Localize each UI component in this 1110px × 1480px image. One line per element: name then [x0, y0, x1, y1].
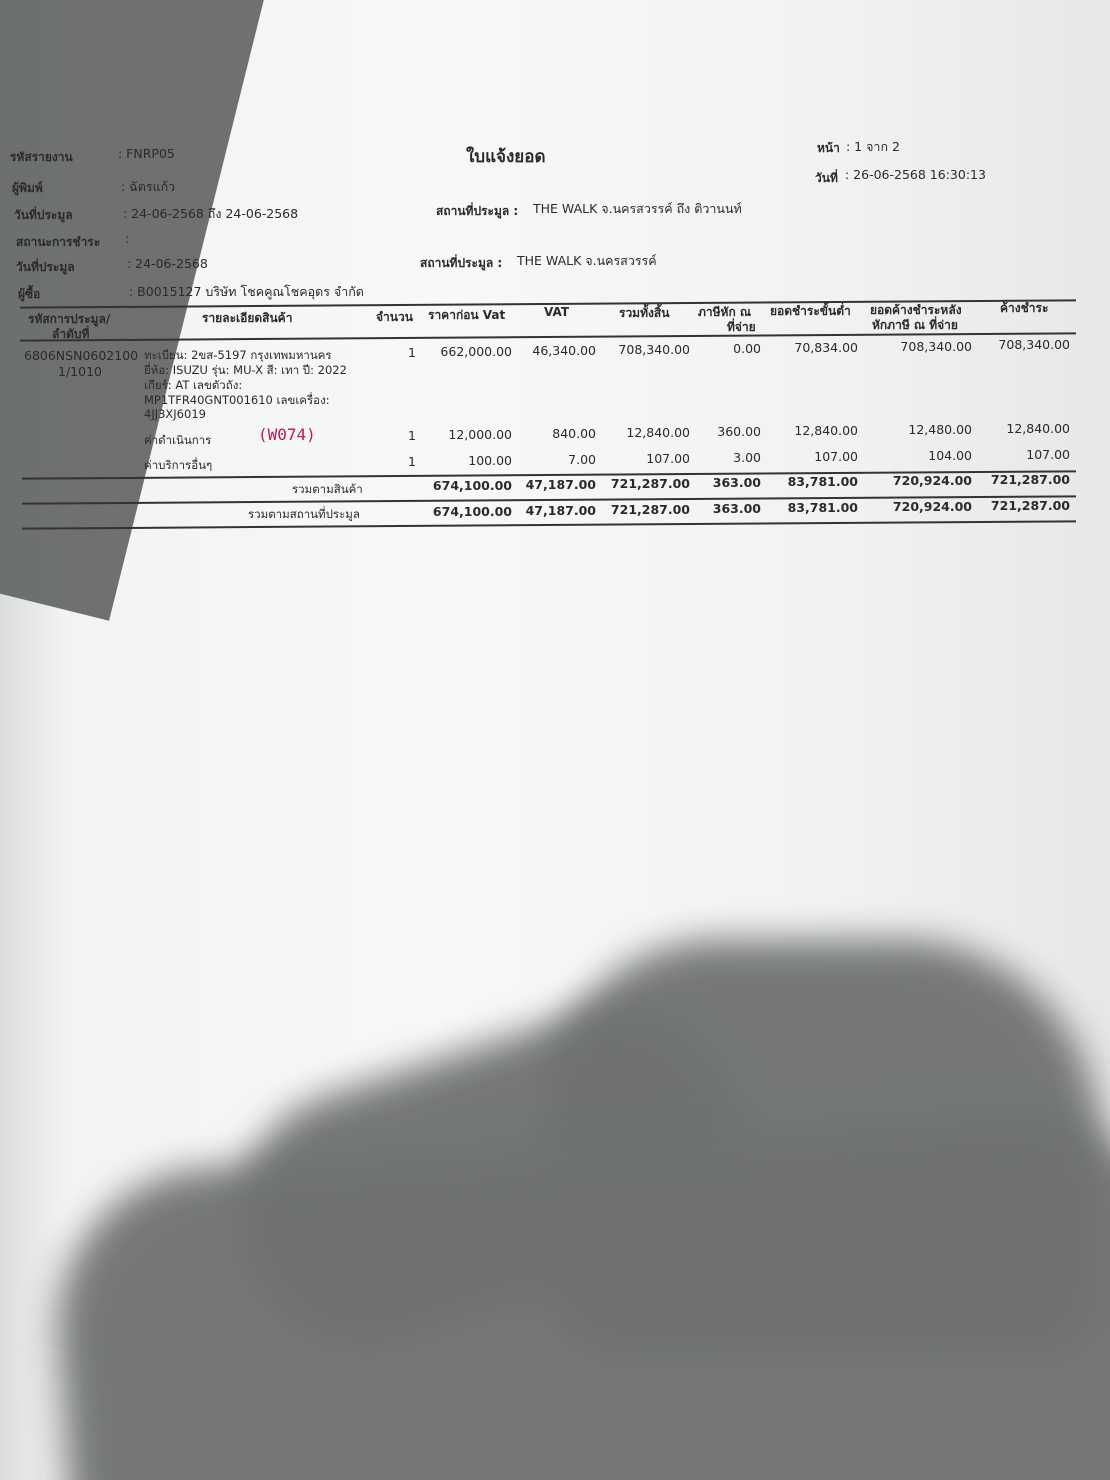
col-code-header: รหัสการประมูล/ [28, 312, 111, 326]
row-remain: 708,340.00 [900, 339, 972, 354]
col-detail-header: รายละเอียดสินค้า [202, 311, 293, 325]
location-value: THE WALK จ.นครสวรรค์ ถึง ติวานนท์ [533, 201, 742, 216]
row-qty: 1 [408, 345, 416, 360]
report-code-label: รหัสรายงาน [10, 150, 73, 164]
row-price: 100.00 [468, 453, 512, 468]
row-outstanding: 12,840.00 [1006, 421, 1070, 436]
date-value: : 26-06-2568 16:30:13 [845, 167, 986, 182]
row-qty: 1 [408, 454, 416, 469]
grand-total-label: รวมตามสถานที่ประมูล [248, 507, 360, 521]
col-remain-header: ยอดค้างชำระหลัง [870, 303, 962, 317]
row-vat: 46,340.00 [532, 343, 596, 358]
item-detail-line: เกียร์: AT เลขตัวถัง: [144, 378, 243, 392]
lot-code: 6806NSN0602100 [24, 348, 139, 363]
row-total: 107.00 [646, 451, 690, 466]
col-total-header: รวมทั้งสิ้น [619, 306, 670, 320]
grand-total-outstanding: 721,287.00 [990, 498, 1070, 513]
auction-date2-value: : 24-06-2568 [127, 256, 208, 271]
row-min-pay: 107.00 [814, 449, 858, 464]
row-remain: 104.00 [928, 448, 972, 463]
row-total: 12,840.00 [626, 425, 690, 440]
col-wht-header-2: ที่จ่าย [727, 320, 756, 334]
subtotal-price: 674,100.00 [432, 478, 512, 493]
row-price: 12,000.00 [448, 427, 512, 442]
item-detail-line: ยี่ห้อ: ISUZU รุ่น: MU-X สี: เทา ปี: 2022 [144, 363, 347, 377]
col-code-header-2: ลำดับที่ [52, 327, 90, 341]
grand-total-bottom-rule [22, 520, 1076, 529]
subtotal-outstanding: 721,287.00 [990, 472, 1070, 487]
row-price: 662,000.00 [440, 344, 512, 359]
row-wht: 360.00 [717, 424, 761, 439]
lot-sequence: 1/1010 [58, 364, 102, 379]
row-min-pay: 70,834.00 [794, 340, 858, 355]
subtotal-label: รวมตามสินค้า [292, 482, 363, 496]
printer-label: ผู้พิมพ์ [12, 181, 43, 195]
col-wht-header: ภาษีหัก ณ [698, 305, 752, 319]
grand-total-min-pay: 83,781.00 [787, 500, 858, 515]
grand-total-vat: 47,187.00 [525, 503, 596, 518]
payment-status-value: : [125, 231, 130, 246]
row-vat: 7.00 [568, 452, 596, 467]
row-wht: 0.00 [733, 341, 761, 356]
row-qty: 1 [408, 428, 416, 443]
grand-total-total: 721,287.00 [610, 502, 690, 517]
grand-total-wht: 363.00 [712, 501, 761, 516]
row-outstanding: 107.00 [1026, 447, 1070, 462]
row-vat: 840.00 [552, 426, 596, 441]
grand-total-price: 674,100.00 [432, 504, 512, 519]
item-detail-line: ทะเบียน: 2ขส-5197 กรุงเทพมหานคร [144, 348, 332, 362]
subtotal-total: 721,287.00 [610, 476, 690, 491]
col-qty-header: จำนวน [376, 310, 413, 324]
col-outstanding-header: ค้างชำระ [1000, 301, 1049, 315]
page-value: : 1 จาก 2 [846, 139, 900, 154]
row-remain: 12,480.00 [908, 422, 972, 437]
document-title: ใบแจ้งยอด [466, 147, 546, 167]
col-min-pay-header: ยอดชำระขั้นต่ำ [770, 304, 851, 318]
item-detail-line: MP1TFR40GNT001610 เลขเครื่อง: [144, 393, 330, 407]
handwritten-note: (W074) [258, 425, 316, 444]
subtotal-remain: 720,924.00 [892, 473, 972, 488]
row-total: 708,340.00 [618, 342, 690, 357]
item-detail-line: 4JJ3XJ6019 [144, 407, 206, 421]
subtotal-min-pay: 83,781.00 [787, 474, 858, 489]
buyer-value: : B0015127 บริษัท โชคคูณโชคอุดร จำกัด [129, 284, 364, 299]
report-code-value: : FNRP05 [118, 146, 175, 161]
buyer-label: ผู้ซื้อ [18, 287, 41, 301]
auction-date-label: วันที่ประมูล [14, 208, 73, 222]
grand-total-remain: 720,924.00 [892, 499, 972, 514]
auction-date-value: : 24-06-2568 ถึง 24-06-2568 [123, 206, 299, 221]
row-min-pay: 12,840.00 [794, 423, 858, 438]
row-label: ค่าบริการอื่นๆ [144, 458, 213, 472]
location-label: สถานที่ประมูล : [436, 204, 519, 218]
location2-value: THE WALK จ.นครสวรรค์ [517, 253, 657, 268]
col-vat-header: VAT [544, 305, 570, 319]
col-remain-header-2: หักภาษี ณ ที่จ่าย [872, 318, 958, 332]
location2-label: สถานที่ประมูล : [420, 256, 503, 270]
auction-date2-label: วันที่ประมูล [16, 260, 75, 274]
row-outstanding: 708,340.00 [998, 337, 1070, 352]
row-wht: 3.00 [733, 450, 761, 465]
row-label: ค่าดำเนินการ [144, 433, 212, 447]
subtotal-wht: 363.00 [712, 475, 761, 490]
payment-status-label: สถานะการชำระ [16, 235, 101, 249]
date-label: วันที่ [815, 171, 838, 185]
subtotal-vat: 47,187.00 [525, 477, 596, 492]
printer-value: : ฉัตรแก้ว [121, 179, 176, 194]
col-price-header: ราคาก่อน Vat [428, 308, 506, 322]
page-label: หน้า [817, 141, 840, 155]
